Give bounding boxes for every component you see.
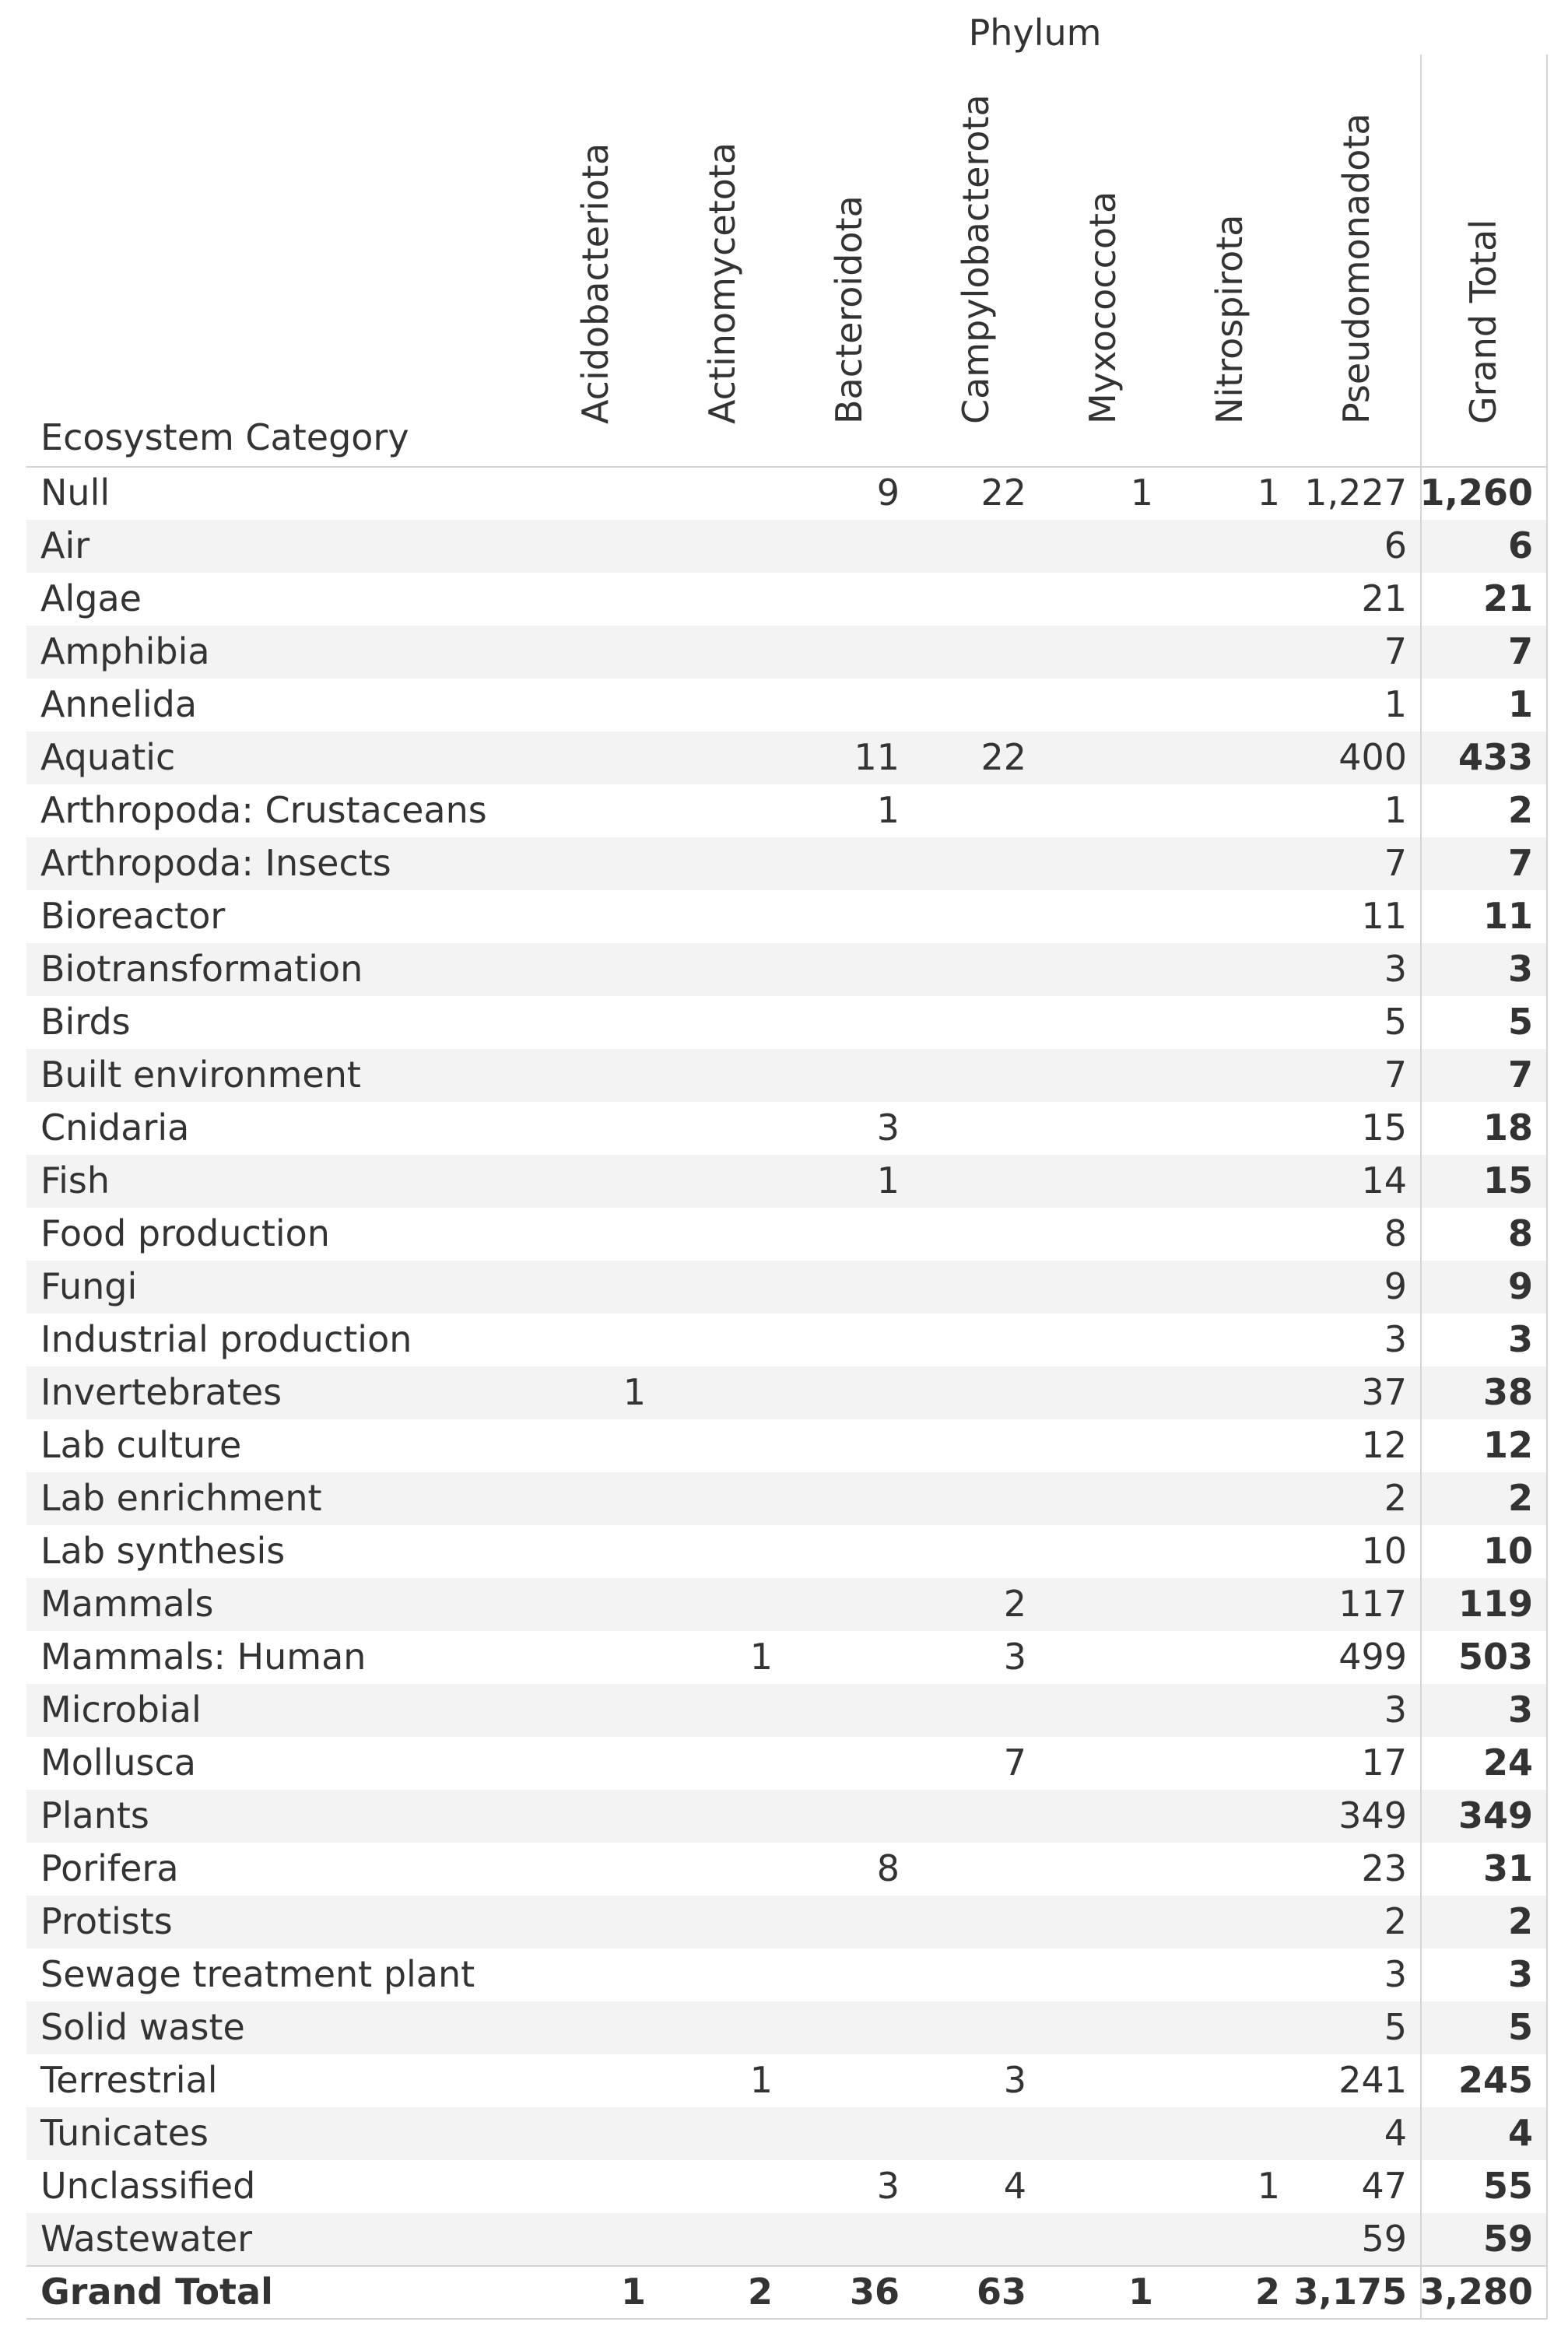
table-cell: 6 <box>1384 524 1407 566</box>
row-label: Solid waste <box>40 2006 245 2048</box>
table-cell: 1 <box>876 1159 900 1201</box>
row-grand-total-cell: 7 <box>1507 842 1533 884</box>
table-cell: 14 <box>1361 1159 1407 1201</box>
table-row <box>40 1530 1533 1572</box>
row-label: Mammals <box>40 1583 214 1625</box>
row-grand-total-cell: 3 <box>1507 1689 1533 1731</box>
table-cell: 12 <box>1361 1424 1407 1466</box>
table-cell: 3 <box>1003 2059 1026 2101</box>
grand-total-cell: 36 <box>849 2271 900 2313</box>
table-cell: 9 <box>1384 1265 1407 1307</box>
grand-total-cell: 3,280 <box>1419 2271 1533 2313</box>
table-cell: 7 <box>1003 1741 1026 1784</box>
row-label: Food production <box>40 1212 330 1254</box>
row-band <box>26 520 1547 573</box>
row-label: Bioreactor <box>40 895 226 937</box>
table-row <box>40 1318 1533 1360</box>
row-label: Plants <box>40 1794 149 1836</box>
table-row <box>40 1636 1533 1678</box>
row-label: Wastewater <box>40 2218 253 2260</box>
row-grand-total-cell: 4 <box>1507 2112 1533 2154</box>
column-header-nitrospirota: Nitrospirota <box>1208 214 1251 424</box>
grand-total-cell: 2 <box>747 2271 773 2313</box>
row-grand-total-cell: 38 <box>1482 1371 1533 1413</box>
row-grand-total-cell: 21 <box>1482 577 1533 619</box>
row-label: Protists <box>40 1900 173 1942</box>
table-row <box>40 1107 1533 1149</box>
row-grand-total-cell: 9 <box>1507 1265 1533 1307</box>
table-cell: 1 <box>1257 2165 1280 2207</box>
row-grand-total-cell: 349 <box>1458 1794 1533 1836</box>
row-label: Unclassified <box>40 2165 256 2207</box>
row-label: Lab culture <box>40 1424 242 1466</box>
row-grand-total-cell: 2 <box>1507 1477 1533 1519</box>
row-header-title: Ecosystem Category <box>40 416 409 458</box>
table-cell: 7 <box>1384 630 1407 672</box>
table-cell: 1 <box>1384 789 1407 831</box>
table-cell: 1,227 <box>1304 472 1407 514</box>
row-band <box>26 1684 1547 1737</box>
table-cell: 23 <box>1361 1847 1407 1889</box>
table-cell: 59 <box>1361 2218 1407 2260</box>
row-label: Biotransformation <box>40 948 363 990</box>
table-cell: 3 <box>876 2165 900 2207</box>
row-label: Invertebrates <box>40 1371 282 1413</box>
table-cell: 3 <box>1003 1636 1026 1678</box>
column-header-actinomycetota: Actinomycetota <box>701 142 743 424</box>
row-band <box>26 2001 1547 2054</box>
table-cell: 7 <box>1384 842 1407 884</box>
table-cell: 3 <box>1384 948 1407 990</box>
table-cell: 2 <box>1384 1477 1407 1519</box>
row-grand-total-cell: 2 <box>1507 1900 1533 1942</box>
grand-total-label: Grand Total <box>40 2271 273 2313</box>
table-cell: 3 <box>1384 1689 1407 1731</box>
row-label: Tunicates <box>40 2112 209 2154</box>
row-label: Fungi <box>40 1265 138 1307</box>
row-grand-total-cell: 3 <box>1507 1953 1533 1995</box>
table-row <box>40 789 1533 831</box>
row-grand-total-cell: 15 <box>1482 1159 1533 1201</box>
row-label: Mollusca <box>40 1741 196 1784</box>
table-row <box>40 2059 1533 2101</box>
table-row <box>40 1953 1533 1995</box>
table-cell: 4 <box>1384 2112 1407 2154</box>
table-cell: 47 <box>1361 2165 1407 2207</box>
row-grand-total-cell: 5 <box>1507 1001 1533 1043</box>
row-band <box>26 731 1547 784</box>
row-label: Birds <box>40 1001 131 1043</box>
row-grand-total-cell: 2 <box>1507 789 1533 831</box>
table-cell: 7 <box>1384 1054 1407 1096</box>
table-cell: 21 <box>1361 577 1407 619</box>
row-band <box>26 2213 1547 2266</box>
row-grand-total-cell: 12 <box>1482 1424 1533 1466</box>
row-label: Amphibia <box>40 630 210 672</box>
column-header-title: Phylum <box>968 12 1102 54</box>
row-label: Arthropoda: Crustaceans <box>40 789 487 831</box>
row-label: Industrial production <box>40 1318 412 1360</box>
row-grand-total-cell: 433 <box>1458 736 1533 778</box>
grand-total-cell: 1 <box>1128 2271 1153 2313</box>
row-label: Null <box>40 472 110 514</box>
grand-total-cell: 2 <box>1254 2271 1280 2313</box>
row-grand-total-cell: 7 <box>1507 1054 1533 1096</box>
table-cell: 8 <box>876 1847 900 1889</box>
column-header-myxococcota: Myxococcota <box>1082 191 1124 424</box>
row-label: Terrestrial <box>40 2059 218 2101</box>
row-grand-total-cell: 6 <box>1507 524 1533 566</box>
row-label: Porifera <box>40 1847 179 1889</box>
table-cell: 11 <box>854 736 900 778</box>
column-headers <box>574 94 1504 424</box>
row-label: Annelida <box>40 683 198 725</box>
grand-total-cell: 1 <box>620 2271 646 2313</box>
table-row <box>40 683 1533 725</box>
table-cell: 11 <box>1361 895 1407 937</box>
column-header-campylobacterota: Campylobacterota <box>955 94 997 424</box>
table-cell: 17 <box>1361 1741 1407 1784</box>
table-cell: 1 <box>876 789 900 831</box>
grand-total-cell: 3,175 <box>1293 2271 1407 2313</box>
row-label: Built environment <box>40 1054 361 1096</box>
table-cell: 3 <box>1384 1318 1407 1360</box>
row-grand-total-cell: 503 <box>1458 1636 1533 1678</box>
row-label: Fish <box>40 1159 110 1201</box>
table-row <box>40 577 1533 619</box>
table-cell: 22 <box>980 736 1026 778</box>
row-label: Algae <box>40 577 142 619</box>
table-cell: 37 <box>1361 1371 1407 1413</box>
table-cell: 2 <box>1003 1583 1026 1625</box>
table-row <box>40 1212 1533 1254</box>
row-grand-total-cell: 10 <box>1482 1530 1533 1572</box>
row-grand-total-cell: 31 <box>1482 1847 1533 1889</box>
table-cell: 1 <box>1384 683 1407 725</box>
row-grand-total-cell: 3 <box>1507 1318 1533 1360</box>
table-header <box>40 12 1101 458</box>
table-cell: 1 <box>749 2059 773 2101</box>
column-header-bacteroidota: Bacteroidota <box>828 195 870 424</box>
table-row <box>40 1424 1533 1466</box>
row-label: Mammals: Human <box>40 1636 367 1678</box>
table-row <box>40 895 1533 937</box>
table-cell: 9 <box>876 472 900 514</box>
table-cell: 4 <box>1003 2165 1026 2207</box>
row-band <box>26 2107 1547 2160</box>
table-cell: 22 <box>980 472 1026 514</box>
table-cell: 8 <box>1384 1212 1407 1254</box>
row-grand-total-cell: 7 <box>1507 630 1533 672</box>
row-grand-total-cell: 59 <box>1482 2218 1533 2260</box>
row-label: Air <box>40 524 90 566</box>
column-header-acidobacteriota: Acidobacteriota <box>574 142 616 424</box>
table-row <box>40 1001 1533 1043</box>
table-row <box>40 2165 1533 2207</box>
row-grand-total-cell: 5 <box>1507 2006 1533 2048</box>
row-grand-total-cell: 3 <box>1507 948 1533 990</box>
table-cell: 15 <box>1361 1107 1407 1149</box>
row-grand-total-cell: 18 <box>1482 1107 1533 1149</box>
table-cell: 1 <box>623 1371 646 1413</box>
table-cell: 349 <box>1338 1794 1407 1836</box>
row-grand-total-cell: 1 <box>1507 683 1533 725</box>
row-grand-total-cell: 55 <box>1482 2165 1533 2207</box>
row-label: Cnidaria <box>40 1107 190 1149</box>
table-cell: 499 <box>1338 1636 1407 1678</box>
row-grand-total-cell: 1,260 <box>1419 472 1533 514</box>
row-grand-total-cell: 24 <box>1482 1741 1533 1784</box>
table-cell: 117 <box>1338 1583 1407 1625</box>
row-label: Aquatic <box>40 736 176 778</box>
table-cell: 400 <box>1338 736 1407 778</box>
table-row <box>40 472 1533 514</box>
table-cell: 2 <box>1384 1900 1407 1942</box>
row-band <box>26 1155 1547 1208</box>
row-label: Microbial <box>40 1689 202 1731</box>
row-label: Arthropoda: Insects <box>40 842 391 884</box>
column-header-grand-total: Grand Total <box>1462 219 1504 424</box>
table-cell: 3 <box>876 1107 900 1149</box>
table-cell: 1 <box>1130 472 1153 514</box>
grand-total-row <box>40 2271 1533 2313</box>
table-row <box>40 1741 1533 1784</box>
table-cell: 5 <box>1384 1001 1407 1043</box>
table-cell: 5 <box>1384 2006 1407 2048</box>
table-cell: 1 <box>749 1636 773 1678</box>
row-band <box>26 1261 1547 1314</box>
row-grand-total-cell: 8 <box>1507 1212 1533 1254</box>
table-cell: 10 <box>1361 1530 1407 1572</box>
row-grand-total-cell: 11 <box>1482 895 1533 937</box>
row-label: Lab synthesis <box>40 1530 286 1572</box>
column-header-pseudomonadota: Pseudomonadota <box>1335 113 1377 424</box>
row-grand-total-cell: 245 <box>1458 2059 1533 2101</box>
row-label: Sewage treatment plant <box>40 1953 475 1995</box>
row-band <box>26 1790 1547 1843</box>
row-label: Lab enrichment <box>40 1477 322 1519</box>
row-band <box>26 626 1547 679</box>
table-cell: 241 <box>1338 2059 1407 2101</box>
row-band <box>26 1896 1547 1948</box>
grand-total-cell: 63 <box>976 2271 1026 2313</box>
row-grand-total-cell: 119 <box>1458 1583 1533 1625</box>
table-cell: 1 <box>1257 472 1280 514</box>
table-cell: 3 <box>1384 1953 1407 1995</box>
table-row <box>40 1847 1533 1889</box>
row-band <box>26 1578 1547 1631</box>
